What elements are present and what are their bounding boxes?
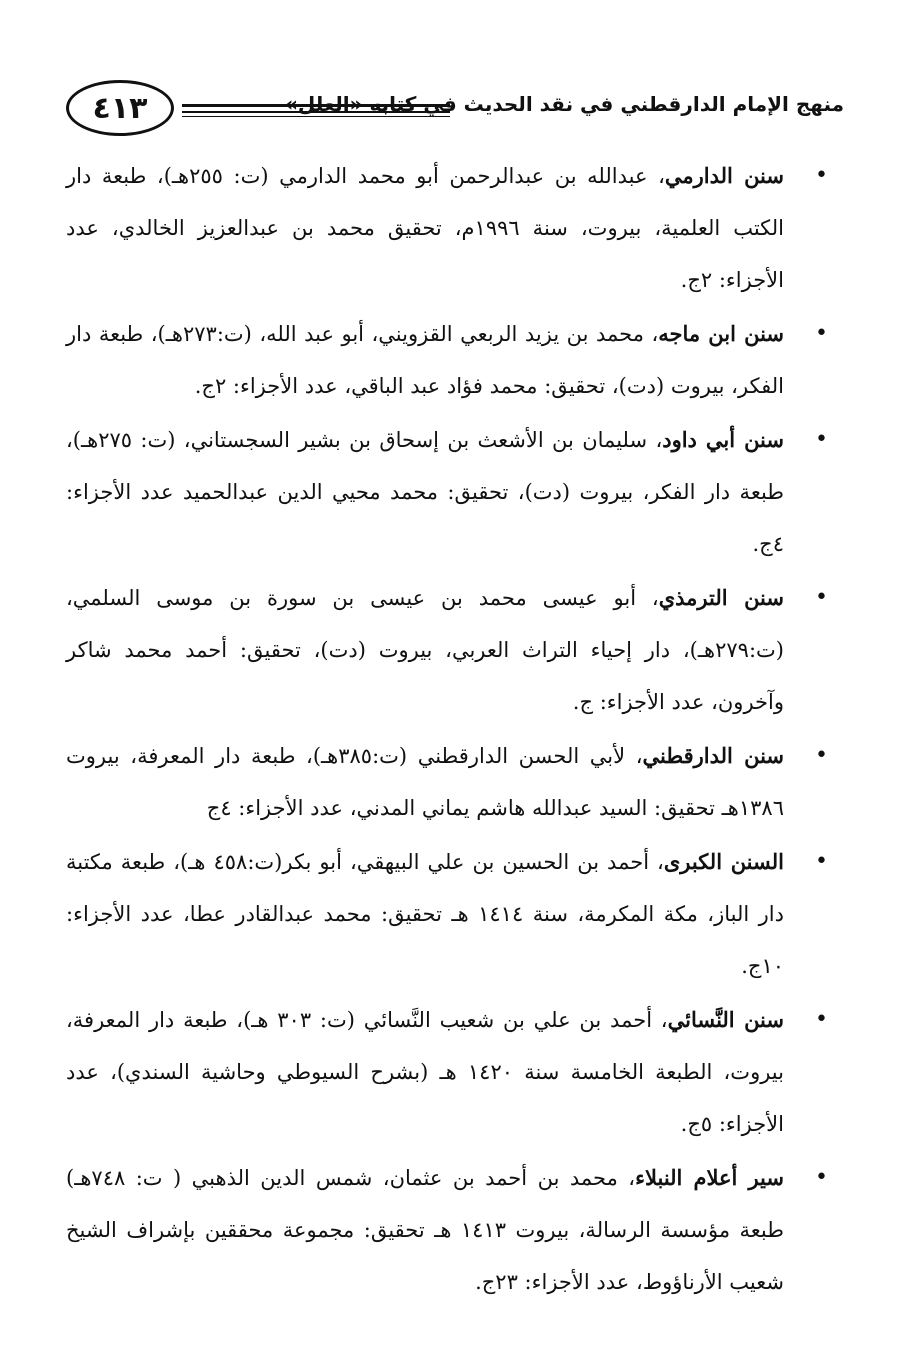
bibliography-entry <box>66 730 844 834</box>
page-number: ٤١٣ <box>66 80 174 136</box>
entry-text: ، لأبي الحسن الدارقطني (ت:٣٨٥هـ)، طبعة دار المعرفة، بيروت ١٣٨٦هـ تحقيق: السيد عبدالله هاشم يماني المدني، عدد الأجزاء: ٤ج <box>66 744 784 820</box>
entry-title: سنن ابن ماجه <box>658 321 784 346</box>
entry-text: ، محمد بن أحمد بن عثمان، شمس الدين الذهبي ( ت: ٧٤٨هـ) طبعة مؤسسة الرسالة، بيروت ١٤١٣ هـ تحقيق: مجموعة محققين بإشراف الشيخ شعيب الأرناؤوط، عدد الأجزاء: ٢٣ج. <box>66 1166 784 1294</box>
bibliography-list <box>66 150 844 1310</box>
page-header <box>62 78 844 144</box>
entry-title: سنن الدارمي <box>664 163 784 188</box>
bullet-icon: • <box>815 1165 828 1190</box>
entry-title: السنن الكبرى <box>663 849 784 874</box>
bullet-icon: • <box>815 163 828 188</box>
bullet-icon: • <box>815 321 828 346</box>
bullet-icon: • <box>815 585 828 610</box>
entry-title: سنن الدارقطني <box>642 743 784 768</box>
entry-title: سير أعلام النبلاء <box>635 1165 784 1190</box>
bibliography-entry <box>66 150 844 306</box>
bullet-icon: • <box>815 427 828 452</box>
entry-text: ، أحمد بن علي بن شعيب النَّسائي (ت: ٣٠٣ هـ)، طبعة دار المعرفة، بيروت، الطبعة الخامسة سنة ١٤٢٠ هـ (بشرح السيوطي وحاشية السندي)، عدد الأجزاء: ٥ج. <box>66 1008 784 1136</box>
entry-text: ، محمد بن يزيد الربعي القزويني، أبو عبد الله، (ت:٢٧٣هـ)، طبعة دار الفكر، بيروت (دت)، تحقيق: محمد فؤاد عبد الباقي، عدد الأجزاء: ٢ج. <box>66 322 784 398</box>
bullet-icon: • <box>815 849 828 874</box>
entry-text: ، عبدالله بن عبدالرحمن أبو محمد الدارمي (ت: ٢٥٥هـ)، طبعة دار الكتب العلمية، بيروت، سنة ١٩٩٦م، تحقيق محمد بن عبدالعزيز الخالدي، عدد الأجزاء: ٢ج. <box>66 164 784 292</box>
bibliography-entry <box>66 994 844 1150</box>
bibliography-entry <box>66 836 844 992</box>
bibliography-entry <box>66 308 844 412</box>
running-title: منهج الإمام الدارقطني في نقد الحديث في كتابه «العلل» <box>284 92 844 116</box>
bibliography-entry <box>66 1152 844 1308</box>
bibliography-entry <box>66 572 844 728</box>
bullet-icon: • <box>815 743 828 768</box>
bibliography-entry <box>66 414 844 570</box>
entry-title: سنن أبي داود <box>662 427 784 452</box>
entry-text: ، سليمان بن الأشعث بن إسحاق بن بشير السجستاني، (ت: ٢٧٥هـ)، طبعة دار الفكر، بيروت (دت)، تحقيق: محمد محيي الدين عبدالحميد عدد الأجزاء: ٤ج. <box>66 428 784 556</box>
header-rule <box>182 116 450 117</box>
bullet-icon: • <box>815 1007 828 1032</box>
entry-text: ، أبو عيسى محمد بن عيسى بن سورة بن موسى السلمي، (ت:٢٧٩هـ)، دار إحياء التراث العربي، بيروت (دت)، تحقيق: أحمد محمد شاكر وآخرون، عدد الأجزاء: ج. <box>66 586 784 714</box>
entry-text: ، أحمد بن الحسين بن علي البيهقي، أبو بكر(ت:٤٥٨ هـ)، طبعة مكتبة دار الباز، مكة المكرمة، سنة ١٤١٤ هـ تحقيق: محمد عبدالقادر عطا، عدد الأجزاء: ١٠ج. <box>66 850 784 978</box>
entry-title: سنن النَّسائي <box>667 1007 784 1032</box>
entry-title: سنن الترمذي <box>658 585 784 610</box>
